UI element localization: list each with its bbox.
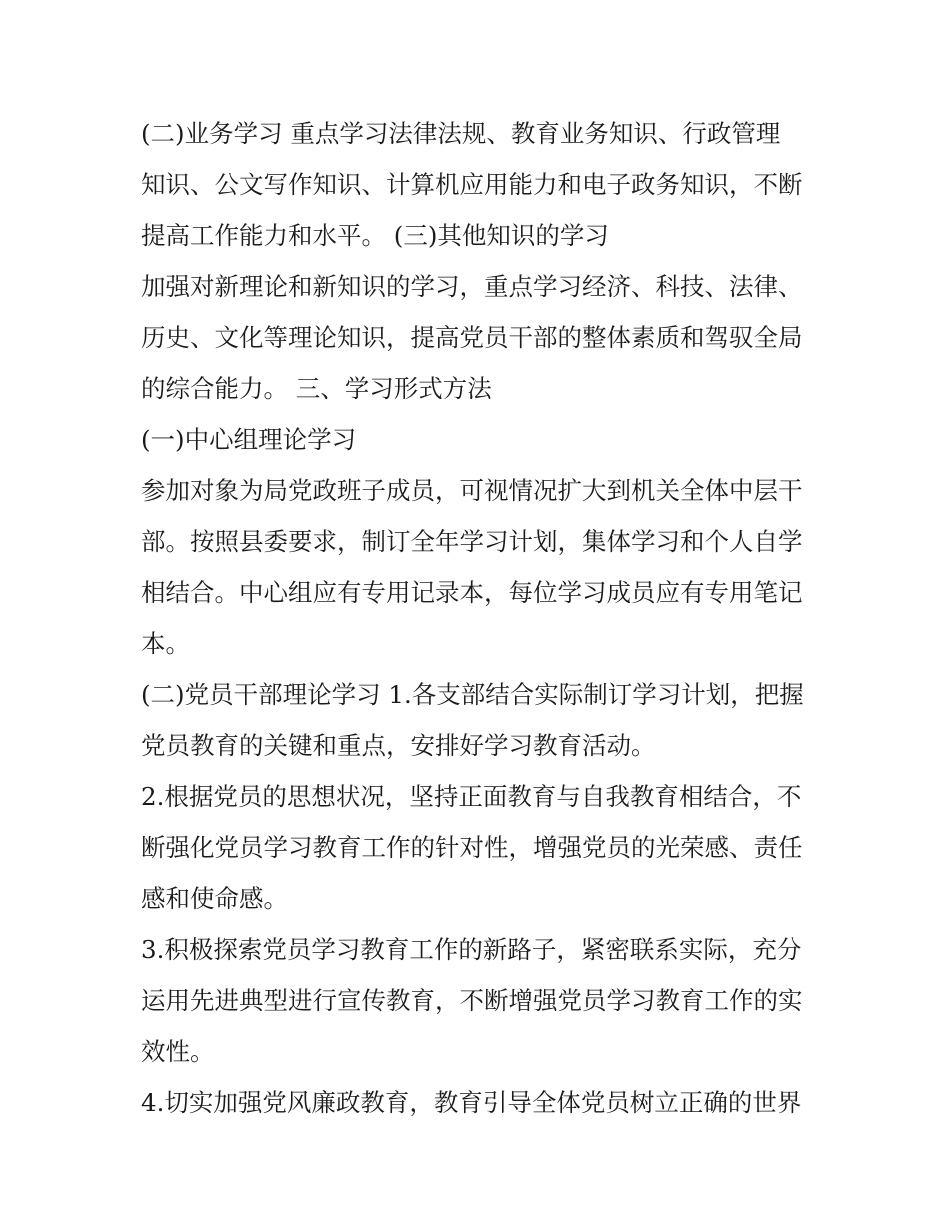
text-line: 3.积极探索党员学习教育工作的新路子，紧密联系实际，充分 bbox=[141, 935, 802, 964]
text-line: 历史、文化等理论知识，提高党员干部的整体素质和驾驭全局 bbox=[141, 323, 803, 352]
text-line: 相结合。中心组应有专用记录本，每位学习成员应有专用笔记 bbox=[141, 578, 803, 607]
text-line: 2.根据党员的思想状况，坚持正面教育与自我教育相结合，不 bbox=[141, 782, 802, 811]
text-line: 加强对新理论和新知识的学习，重点学习经济、科技、法律、 bbox=[141, 272, 803, 301]
text-line: (一)中心组理论学习 bbox=[141, 425, 357, 454]
text-line: 运用先进典型进行宣传教育，不断增强党员学习教育工作的实 bbox=[141, 986, 803, 1015]
text-line: 本。 bbox=[141, 629, 190, 658]
text-line: 知识、公文写作知识、计算机应用能力和电子政务知识，不断 bbox=[141, 170, 803, 199]
text-line: 党员教育的关键和重点，安排好学习教育活动。 bbox=[141, 731, 656, 760]
body-text bbox=[141, 108, 821, 1128]
text-line: (二)业务学习 重点学习法律法规、教育业务知识、行政管理 bbox=[141, 119, 781, 148]
text-line: 参加对象为局党政班子成员，可视情况扩大到机关全体中层干 bbox=[141, 476, 803, 505]
text-line: 部。按照县委要求，制订全年学习计划，集体学习和个人自学 bbox=[141, 527, 803, 556]
text-line: (二)党员干部理论学习 1.各支部结合实际制订学习计划，把握 bbox=[141, 680, 804, 709]
text-line: 感和使命感。 bbox=[141, 884, 288, 913]
text-line: 的综合能力。 三、学习形式方法 bbox=[141, 374, 492, 403]
text-line: 提高工作能力和水平。 (三)其他知识的学习 bbox=[141, 221, 609, 250]
text-line: 4.切实加强党风廉政教育，教育引导全体党员树立正确的世界 bbox=[141, 1088, 802, 1117]
text-line: 效性。 bbox=[141, 1037, 215, 1066]
text-line: 断强化党员学习教育工作的针对性，增强党员的光荣感、责任 bbox=[141, 833, 803, 862]
